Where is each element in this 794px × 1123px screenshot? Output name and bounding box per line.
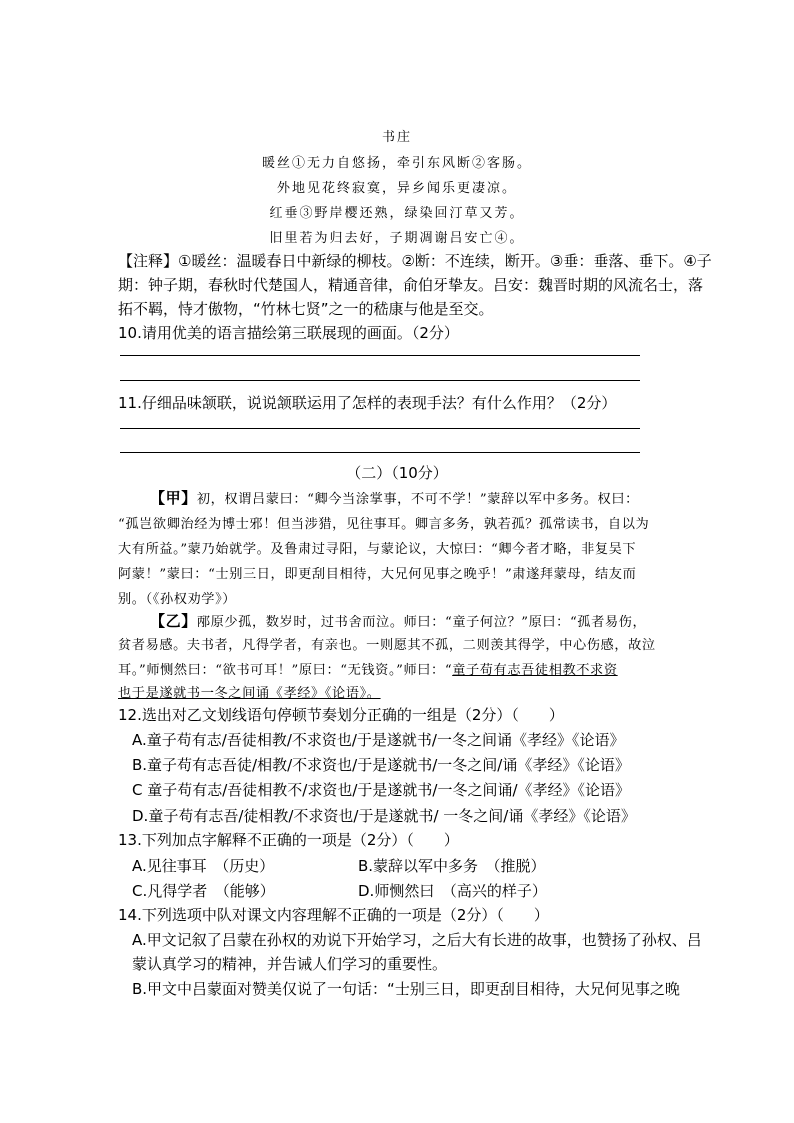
question-11: 11.仔细品味颔联，说说颔联运用了怎样的表现手法？有什么作用？（2分） <box>118 394 617 412</box>
notes-line-1: 【注释】①暖丝：温暖春日中新绿的柳枝。②断：不连续，断开。③垂：垂落、垂下。④子 <box>118 252 712 270</box>
q13-option-c[interactable]: C.凡得学者 （能够） <box>132 882 275 900</box>
answer-line[interactable] <box>120 380 640 381</box>
poem-title: 书庄 <box>381 130 412 145</box>
poem-line-4: 旧里若为归去好，子期凋谢吕安亡④。 <box>269 231 525 246</box>
poem-line-2: 外地见花终寂寞，异乡闻乐更凄凉。 <box>276 181 517 196</box>
passage-a-line-3: 大有所益。”蒙乃始就学。及鲁肃过寻阳，与蒙论议，大惊曰：“卿今者才略，非复吴下 <box>118 542 637 557</box>
answer-line[interactable] <box>120 452 640 453</box>
question-10: 10.请用优美的语言描绘第三联展现的画面。（2分） <box>118 324 459 342</box>
passage-b-line-2: 贫者易感。夫书者，凡得学者，有亲也。一则愿其不孤，二则羡其得学，中心伤感，故泣 <box>118 638 656 653</box>
passage-a-line-4: 阿蒙！”蒙曰：“士别三日，即更刮目相待，大兄何见事之晚乎！”肃遂拜蒙母，结友而 <box>118 567 637 582</box>
q12-option-a[interactable]: A.童子苟有志/吾徒相教/不求资也/于是遂就书/一冬之间诵《孝经》《论语》 <box>132 731 625 749</box>
question-14: 14.下列选项中队对课文内容理解不正确的一项是（2分）（ ） <box>118 906 549 924</box>
q14-option-a-line-1[interactable]: A.甲文记叙了吕蒙在孙权的劝说下开始学习，之后大有长进的故事，也赞扬了孙权、吕 <box>132 931 702 949</box>
q13-option-d[interactable]: D.师恻然曰 （高兴的样子） <box>358 882 547 900</box>
poem-line-3: 红垂③野岸樱还熟，绿染回汀草又芳。 <box>269 206 525 221</box>
q14-option-b-line-1[interactable]: B.甲文中吕蒙面对赞美仅说了一句话：“士别三日，即更刮目相待，大兄何见事之晚 <box>132 980 680 998</box>
passage-a-line-2: “孤岂欲卿治经为博士邪！但当涉猎，见往事耳。卿言多务，孰若孤？孤常读书，自以为 <box>118 517 650 532</box>
passage-a-line-5: 别。（《孙权劝学》） <box>118 592 237 607</box>
q14-option-a-line-2[interactable]: 蒙认真学习的精神，并告诫人们学习的重要性。 <box>132 955 448 973</box>
passage-a-line-1 <box>118 487 710 508</box>
q12-option-b[interactable]: B.童子苟有志吾徒/相教/不求资也/于是遂就书/一冬之间/诵《孝经》《论语》 <box>132 756 630 774</box>
passage-b-text-3a: 耳。”师恻然曰：“欲书可耳！”原曰：“无钱资。”师曰：“ <box>118 663 453 678</box>
answer-line[interactable] <box>120 428 640 429</box>
q13-option-a[interactable]: A.见往事耳 （历史） <box>132 857 275 875</box>
notes-line-3: 拓不羁，恃才傲物，“竹林七贤”之一的嵇康与他是至交。 <box>118 300 494 318</box>
underlined-phrase: 童子苟有志吾徒相教不求资 <box>452 663 618 678</box>
q12-option-d[interactable]: D.童子苟有志吾/徒相教/不求资也/于是遂就书/ 一冬之间/诵《孝经》《论语》 <box>132 807 636 825</box>
passage-b-line-4: 也于是遂就书一冬之间诵《孝经》《论语》。 <box>118 686 381 701</box>
passage-a-tag: 【甲】 <box>150 489 197 507</box>
q13-option-b[interactable]: B.蒙辞以军中多务 （推脱） <box>358 857 546 875</box>
q12-option-c[interactable]: C 童子苟有志/吾徒相教不/求资也/于是遂就书/一冬之间诵/《孝经》《论语》 <box>132 781 631 799</box>
passage-b-line-1 <box>118 610 710 631</box>
passage-a-text-1: 初，权谓吕蒙曰：“卿今当涂掌事，不可不学！”蒙辞以军中多务。权曰： <box>196 492 639 507</box>
notes-line-2: 期：钟子期，春秋时代楚国人，精通音律，俞伯牙挚友。吕安：魏晋时期的风流名士，落 <box>118 276 704 294</box>
passage-b-text-1: 邴原少孤，数岁时，过书舍而泣。师曰：“童子何泣？”原曰：“孤者易伤， <box>196 615 647 630</box>
question-12: 12.选出对乙文划线语句停顿节奏划分正确的一组是（2分）（ ） <box>118 706 564 724</box>
section-heading: （二）（10分） <box>346 464 448 482</box>
passage-b-tag: 【乙】 <box>150 612 197 630</box>
passage-b-line-3 <box>118 659 678 678</box>
answer-line[interactable] <box>120 355 640 356</box>
poem-line-1: 暖丝①无力自悠扬，牵引东风断②客肠。 <box>261 156 532 171</box>
question-13: 13.下列加点字解释不正确的一项是（2分）（ ） <box>118 831 459 849</box>
